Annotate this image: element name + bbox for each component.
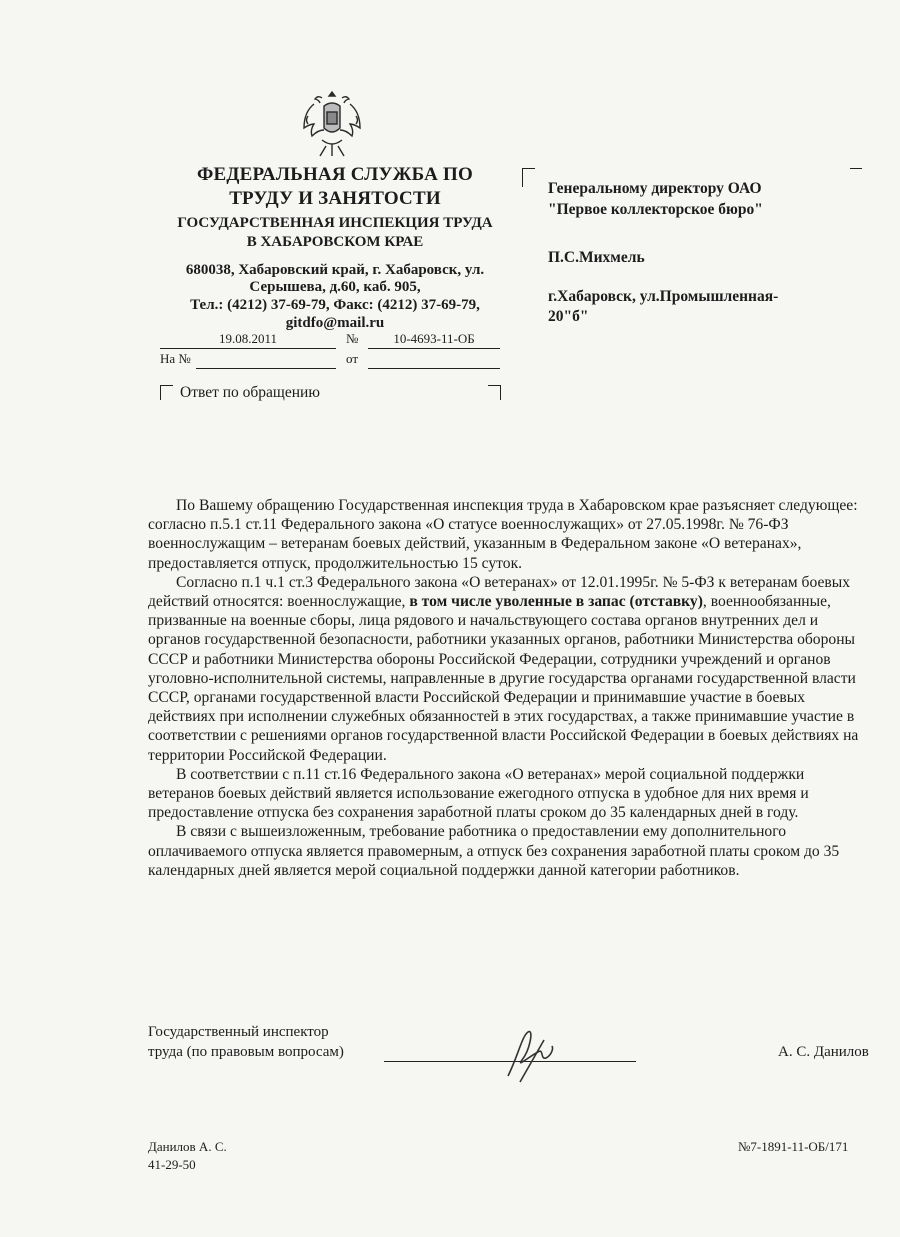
recipient-title-line-1: Генеральному директору ОАО — [548, 180, 762, 197]
letter-body — [148, 496, 900, 880]
coat-of-arms-emblem — [300, 86, 364, 160]
body-paragraph-2 — [148, 573, 868, 765]
recipient-address-line-1: г.Хабаровск, ул.Промышленная- — [548, 288, 779, 305]
inspection-name-line-1: ГОСУДАРСТВЕННАЯ ИНСПЕКЦИЯ ТРУДА — [177, 215, 493, 231]
body-paragraph-3: В соответствии с п.11 ст.16 Федерального закона «О ветеранах» мерой социальной поддержки ветеранов боевых действий является использование ежегодного отпуска в удобное для них время и предоставление отпуска без сохранения заработной платы сроком до 35 календарных дней в году. — [148, 765, 809, 822]
agency-phones: Тел.: (4212) 37-69-79, Факс: (4212) 37-69-79, — [190, 297, 480, 313]
incoming-number-label: На № — [160, 351, 191, 366]
inspection-name-line-2: В ХАБАРОВСКОМ КРАЕ — [246, 234, 424, 250]
recipient-name: П.С.Михмель — [548, 249, 645, 266]
outgoing-date: 19.08.2011 — [218, 331, 278, 346]
agency-email: gitdfo@mail.ru — [285, 315, 385, 331]
incoming-date-field — [368, 367, 500, 369]
incoming-date-label: от — [346, 351, 359, 366]
outgoing-number: 10-4693-11-ОБ — [393, 331, 475, 346]
number-sign: № — [346, 331, 359, 346]
signer-title-line-2: труда (по правовым вопросам) — [148, 1044, 344, 1060]
agency-name-line-1: ФЕДЕРАЛЬНАЯ СЛУЖБА ПО — [197, 164, 473, 185]
signer-name: А. С. Данилов — [778, 1044, 869, 1060]
recipient-corner-left — [522, 168, 535, 187]
body-paragraph-1: По Вашему обращению Государственная инспекция труда в Хабаровском крае разъясняет следующее: согласно п.5.1 ст.11 Федерального закона «О статусе военнослужащих» от 27.05.1998г. № 76-ФЗ военнослужащим – ветеранам боевых действий, указанным в Федеральном законе «О ветеранах», предоставляется отпуск, продолжительностью 15 суток. — [148, 497, 858, 572]
body-paragraph-2-end: , военнообязанные, призванные на военные сборы, лица рядового и начальствующего состава органов внутренних дел и органов государственной безопасности, работники указанных органов, работники Министерства обороны СССР и работники Министерства обороны Российской Федерации, сотрудники учреждений и органов уголовно-исполнительной системы, направленные в другие государства органами государственной власти СССР, органами государственной власти Российской Федерации и принимавшие участие в боевых действиях при исполнении служебных обязанностей в этих государствах, а также принимавшие участие в соответствии с решениями органов государственной власти Российской Федерации в боевых действиях на территории Российской Федерации. — [148, 593, 859, 764]
agency-address-line-2: Серышева, д.60, каб. 905, — [249, 279, 421, 295]
number-underline — [368, 347, 500, 349]
body-paragraph-4: В связи с вышеизложенным, требование работника о предоставлении ему дополнительного оплачиваемого отпуска является правомерным, а отпуск без сохранения заработной платы сроком до 35 календарных дней является мерой социальной поддержки данной категории работников. — [148, 823, 840, 879]
body-paragraph-2-bold: в том числе уволенные в запас (отставку) — [409, 593, 703, 611]
author-phone: 41-29-50 — [148, 1157, 196, 1172]
signer-title-line-1: Государственный инспектор — [148, 1024, 329, 1040]
body-paragraph-2-start: Согласно п.1 ч.1 ст.3 Федерального закона «О ветеранах» от 12.01.1995г. № 5-ФЗ к ветеранам боевых действий относятся: военнослужащие, — [148, 573, 851, 611]
subject-line: Ответ по обращению — [180, 384, 320, 401]
recipient-address-line-2: 20"б" — [548, 308, 589, 325]
agency-name-line-2: ТРУДУ И ЗАНЯТОСТИ — [229, 188, 441, 209]
recipient-title-line-2: "Первое коллекторское бюро" — [548, 201, 763, 218]
subject-corner-right — [488, 385, 501, 400]
handwritten-signature — [500, 1026, 560, 1084]
author-name: Данилов А. С. — [148, 1139, 227, 1154]
incoming-number-field — [196, 367, 336, 369]
agency-address-line-1: 680038, Хабаровский край, г. Хабаровск, ул. — [185, 262, 485, 278]
recipient-corner-right — [850, 168, 862, 181]
document-reference: №7-1891-11-ОБ/171 — [738, 1139, 849, 1154]
date-underline — [160, 347, 336, 349]
subject-corner-left — [160, 385, 173, 400]
